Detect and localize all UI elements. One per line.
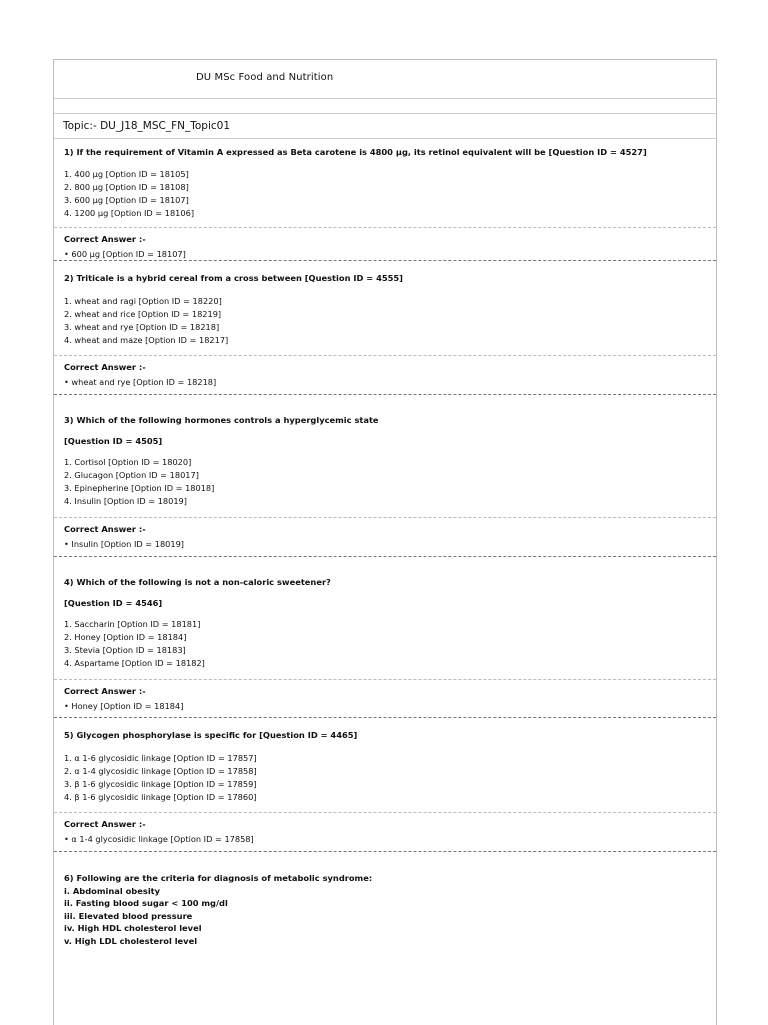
question-6	[54, 852, 716, 946]
correct-answer-value: • Insulin [Option ID = 18019]	[64, 539, 184, 549]
question-4	[54, 557, 716, 670]
option-item: 3. Stevia [Option ID = 18183]	[64, 645, 186, 655]
option-item: 1. Cortisol [Option ID = 18020]	[64, 457, 192, 467]
option-item: 4. wheat and maze [Option ID = 18217]	[64, 335, 229, 345]
option-item: 4. Aspartame [Option ID = 18182]	[64, 658, 205, 668]
correct-answer-label: Correct Answer :-	[64, 362, 146, 372]
correct-answer-1	[54, 227, 716, 261]
option-item: 2. 800 μg [Option ID = 18108]	[64, 182, 189, 192]
option-item: 2. wheat and rice [Option ID = 18219]	[64, 309, 222, 319]
options-list	[64, 752, 706, 804]
correct-answer-5	[54, 812, 716, 852]
criteria-item: i. Abdominal obesity	[64, 885, 161, 896]
option-item: 2. α 1-4 glycosidic linkage [Option ID = 17858]	[64, 766, 257, 776]
correct-answer-value: • 600 μg [Option ID = 18107]	[64, 249, 186, 259]
header-spacer	[54, 99, 716, 114]
correct-answer-label: Correct Answer :-	[64, 234, 146, 244]
option-item: 1. 400 μg [Option ID = 18105]	[64, 169, 189, 179]
question-text: 6) Following are the criteria for diagnosis of metabolic syndrome:	[64, 873, 373, 883]
option-item: 2. Glucagon [Option ID = 18017]	[64, 470, 199, 480]
question-text: 4) Which of the following is not a non-caloric sweetener?	[64, 577, 331, 587]
option-item: 3. Epinepherine [Option ID = 18018]	[64, 483, 215, 493]
correct-answer-3	[54, 517, 716, 557]
criteria-item: iv. High HDL cholesterol level	[64, 923, 202, 933]
question-text: 2) Triticale is a hybrid cereal from a cross between [Question ID = 4555]	[64, 273, 403, 283]
document-header	[54, 60, 716, 99]
question-1	[54, 139, 716, 220]
document-title: DU MSc Food and Nutrition	[196, 72, 334, 83]
question-text: 3) Which of the following hormones controls a hyperglycemic state	[64, 415, 379, 425]
option-item: 4. β 1-6 glycosidic linkage [Option ID = 17860]	[64, 792, 257, 802]
correct-answer-value: • α 1-4 glycosidic linkage [Option ID = 17858]	[64, 834, 254, 844]
question-2	[54, 261, 716, 347]
correct-answer-value: • wheat and rye [Option ID = 18218]	[64, 377, 217, 387]
option-item: 1. wheat and ragi [Option ID = 18220]	[64, 296, 222, 306]
question-3	[54, 395, 716, 508]
options-list	[64, 618, 706, 670]
topic-label: Topic:- DU_J18_MSC_FN_Topic01	[54, 114, 716, 139]
correct-answer-label: Correct Answer :-	[64, 686, 146, 696]
option-item: 1. Saccharin [Option ID = 18181]	[64, 619, 201, 629]
option-item: 3. wheat and rye [Option ID = 18218]	[64, 322, 220, 332]
option-item: 3. β 1-6 glycosidic linkage [Option ID = 17859]	[64, 779, 257, 789]
document-frame	[53, 59, 717, 1025]
options-list	[64, 168, 706, 220]
option-item: 4. 1200 μg [Option ID = 18106]	[64, 208, 195, 218]
question-5	[54, 718, 716, 804]
option-item: 2. Honey [Option ID = 18184]	[64, 632, 187, 642]
options-list	[64, 456, 706, 508]
options-list	[64, 295, 706, 347]
correct-answer-4	[54, 679, 716, 718]
question-id: [Question ID = 4505]	[64, 436, 163, 446]
option-item: 3. 600 μg [Option ID = 18107]	[64, 195, 189, 205]
criteria-item: ii. Fasting blood sugar < 100 mg/dl	[64, 898, 228, 908]
criteria-item: v. High LDL cholesterol level	[64, 935, 198, 946]
question-id: [Question ID = 4546]	[64, 598, 163, 608]
correct-answer-value: • Honey [Option ID = 18184]	[64, 701, 184, 711]
criteria-item: iii. Elevated blood pressure	[64, 910, 193, 921]
correct-answer-label: Correct Answer :-	[64, 819, 146, 829]
option-item: 4. Insulin [Option ID = 18019]	[64, 496, 187, 506]
correct-answer-label: Correct Answer :-	[64, 524, 146, 534]
question-text: 1) If the requirement of Vitamin A expressed as Beta carotene is 4800 μg, its retinol equivalent will be [Question ID = 4527]	[64, 147, 647, 157]
option-item: 1. α 1-6 glycosidic linkage [Option ID = 17857]	[64, 753, 257, 763]
question-text: 5) Glycogen phosphorylase is specific for [Question ID = 4465]	[64, 730, 358, 740]
correct-answer-2	[54, 355, 716, 395]
